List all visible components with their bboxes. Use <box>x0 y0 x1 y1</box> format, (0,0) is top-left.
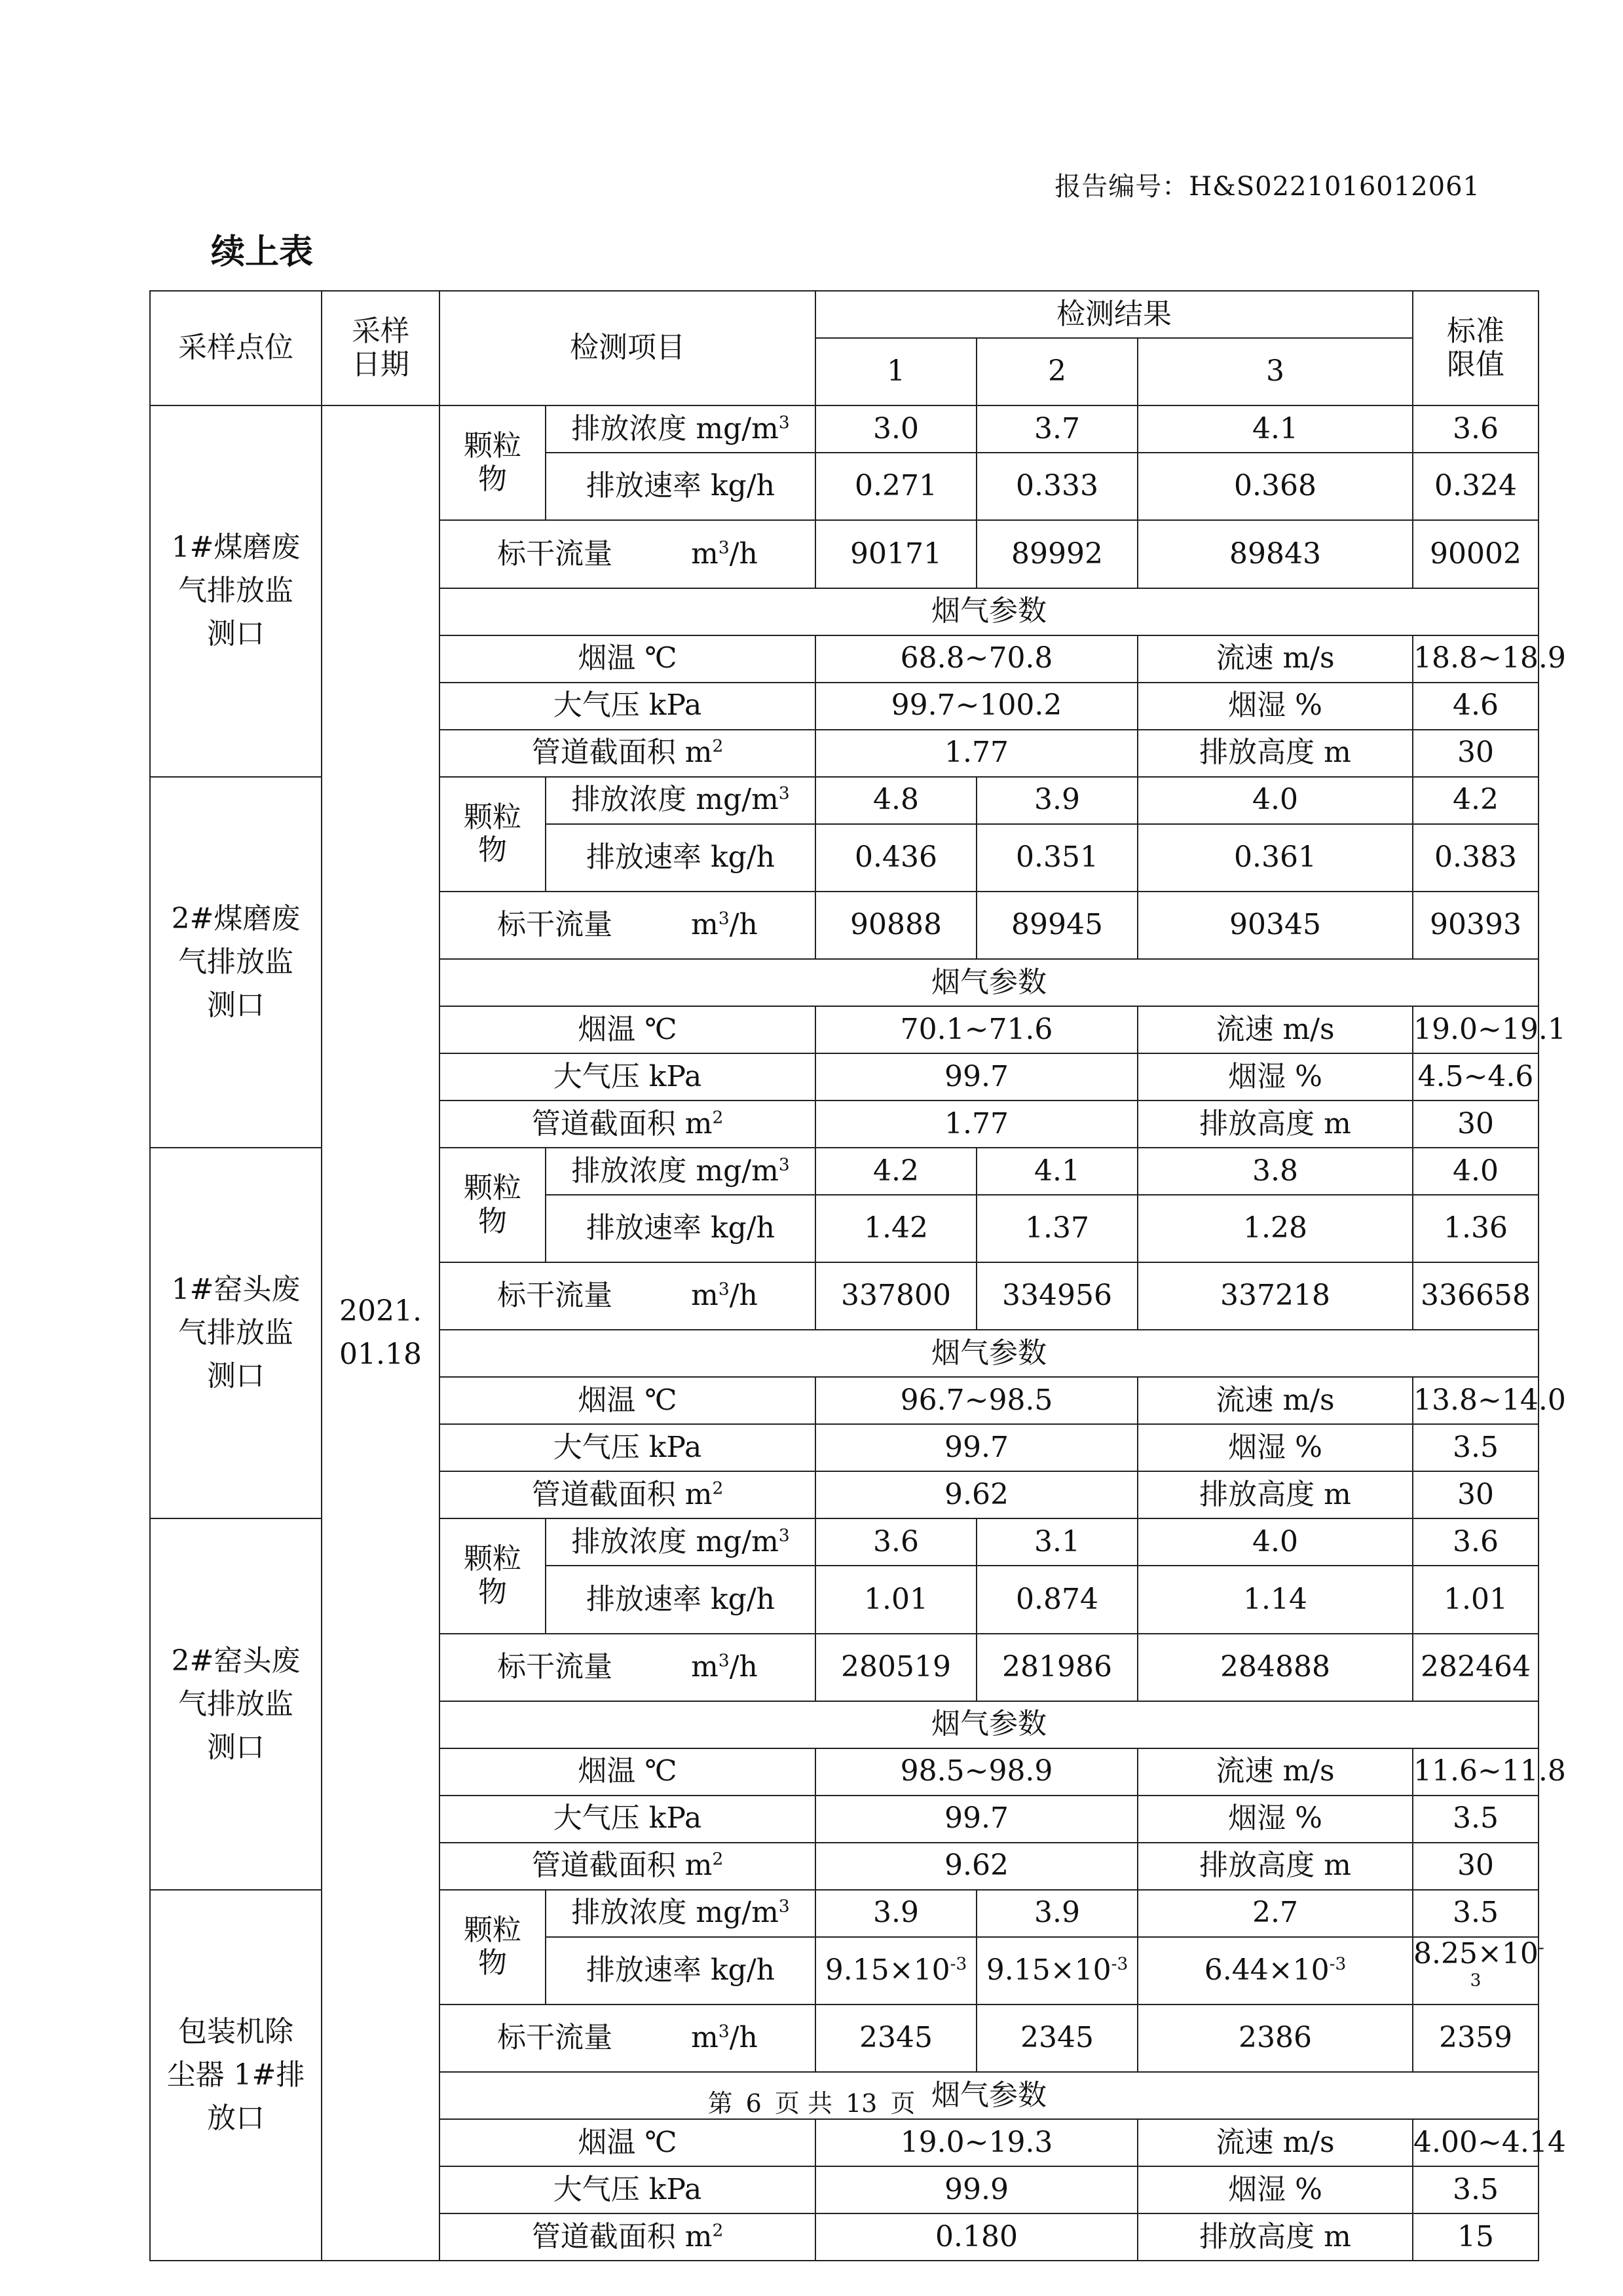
rate-value <box>977 1937 1138 2004</box>
temperature-label-text: 烟温 ℃ <box>578 641 677 675</box>
temperature-label <box>439 635 815 683</box>
concentration-label-text: 排放浓度 mg/m <box>571 411 779 445</box>
flow-unit: m <box>691 2021 718 2055</box>
flow-unit-suffix: /h <box>729 908 758 942</box>
concentration-value: 3.8 <box>1138 1148 1413 1195</box>
humidity-value: 3.5 <box>1413 1424 1539 1471</box>
height-value: 15 <box>1413 2213 1539 2261</box>
height-value: 30 <box>1413 730 1539 777</box>
concentration-value: 4.1 <box>1138 405 1413 453</box>
unit-superscript: 3 <box>778 1525 790 1546</box>
height-label: 排放高度 m <box>1138 1101 1413 1148</box>
pressure-label <box>439 1424 815 1471</box>
unit-superscript: 3 <box>718 908 730 929</box>
rate-value-text: 1.28 <box>1243 1211 1307 1245</box>
page-mid: 页 共 <box>774 2089 832 2118</box>
flow-unit: m <box>691 908 718 942</box>
unit-superscript: 3 <box>778 412 790 433</box>
rate-value <box>1413 824 1539 892</box>
area-label <box>439 2213 815 2261</box>
rate-value <box>977 453 1138 520</box>
temperature-value: 70.1~71.6 <box>815 1006 1138 1053</box>
rate-value <box>1138 1937 1413 2004</box>
area-value: 9.62 <box>815 1843 1138 1890</box>
sampling-date: 2021. 01.18 <box>322 405 439 2261</box>
concentration-value: 4.8 <box>815 777 977 824</box>
velocity-label: 流速 m/s <box>1138 1748 1413 1796</box>
flow-unit-suffix: /h <box>729 1279 758 1313</box>
concentration-value: 3.7 <box>977 405 1138 453</box>
unit-superscript: 3 <box>718 537 730 558</box>
area-value: 1.77 <box>815 730 1138 777</box>
humidity-value: 3.5 <box>1413 1796 1539 1843</box>
pressure-value: 99.7~100.2 <box>815 683 1138 730</box>
temperature-label-text: 烟温 ℃ <box>578 2125 677 2159</box>
rate-value-text: 1.14 <box>1243 1582 1307 1616</box>
flow-unit: m <box>691 1649 718 1684</box>
rate-value-text: 1.01 <box>864 1582 928 1616</box>
particulate-label: 颗粒 物 <box>439 1148 546 1262</box>
sampling-point: 1#煤磨废 气排放监 测口 <box>150 405 322 776</box>
area-value: 0.180 <box>815 2213 1138 2261</box>
unit-superscript: 2 <box>712 2220 724 2241</box>
rate-value-text: 6.44×10 <box>1204 1953 1330 1987</box>
concentration-label-text: 排放浓度 mg/m <box>571 1154 779 1188</box>
unit-superscript: 3 <box>778 1154 790 1175</box>
flow-value: 90002 <box>1413 520 1539 588</box>
flow-value: 280519 <box>815 1634 977 1701</box>
velocity-label: 流速 m/s <box>1138 1006 1413 1053</box>
rate-value <box>977 824 1138 892</box>
humidity-label: 烟湿 % <box>1138 2166 1413 2213</box>
particulate-label: 颗粒 物 <box>439 1890 546 2004</box>
concentration-value: 2.7 <box>1138 1890 1413 1937</box>
area-value: 1.77 <box>815 1101 1138 1148</box>
pressure-label <box>439 1796 815 1843</box>
concentration-value: 4.0 <box>1138 1518 1413 1566</box>
flow-value: 337218 <box>1138 1262 1413 1330</box>
flue-params-heading: 烟气参数 <box>439 2072 1539 2119</box>
area-value: 9.62 <box>815 1471 1138 1518</box>
flow-value: 89945 <box>977 892 1138 959</box>
header-result-3: 3 <box>1138 338 1413 405</box>
rate-value <box>977 1195 1138 1262</box>
humidity-label: 烟湿 % <box>1138 1053 1413 1101</box>
humidity-label: 烟湿 % <box>1138 1796 1413 1843</box>
concentration-value: 3.1 <box>977 1518 1138 1566</box>
temperature-label <box>439 1006 815 1053</box>
flow-value: 90393 <box>1413 892 1539 959</box>
temperature-label <box>439 1377 815 1424</box>
sampling-point: 包装机除 尘器 1#排 放口 <box>150 1890 322 2261</box>
pressure-label <box>439 1053 815 1101</box>
pressure-value: 99.9 <box>815 2166 1138 2213</box>
rate-value <box>1138 1195 1413 1262</box>
humidity-value: 3.5 <box>1413 2166 1539 2213</box>
unit-superscript: 2 <box>712 1478 724 1499</box>
flow-value: 2359 <box>1413 2004 1539 2072</box>
table-body <box>150 291 1566 2261</box>
flow-value: 90345 <box>1138 892 1413 959</box>
unit-superscript: 2 <box>712 1849 724 1870</box>
page-total: 13 <box>845 2089 878 2118</box>
rate-value-text: 0.351 <box>1016 840 1098 874</box>
humidity-label: 烟湿 % <box>1138 1424 1413 1471</box>
flow-label <box>439 1634 815 1701</box>
flow-unit-suffix: /h <box>729 536 758 571</box>
sampling-point: 2#煤磨废 气排放监 测口 <box>150 777 322 1148</box>
velocity-value: 4.00~4.14 <box>1413 2119 1539 2166</box>
temperature-label <box>439 1748 815 1796</box>
concentration-label <box>546 1518 815 1566</box>
pressure-label-text: 大气压 kPa <box>553 688 702 723</box>
rate-value-text: 0.333 <box>1016 469 1098 503</box>
flow-label-text: 标干流量 <box>497 1279 613 1313</box>
unit-superscript: 2 <box>712 1106 724 1127</box>
pressure-label <box>439 683 815 730</box>
humidity-label: 烟湿 % <box>1138 683 1413 730</box>
flue-params-heading: 烟气参数 <box>439 588 1539 635</box>
flue-params-heading: 烟气参数 <box>439 1701 1539 1748</box>
header-result-1: 1 <box>815 338 977 405</box>
header-result-2: 2 <box>977 338 1138 405</box>
flue-params-heading: 烟气参数 <box>439 1330 1539 1377</box>
area-label-text: 管道截面积 m <box>531 2219 713 2253</box>
rate-value <box>1138 453 1413 520</box>
flow-unit: m <box>691 1279 718 1313</box>
concentration-value: 4.1 <box>977 1148 1138 1195</box>
flow-value: 2345 <box>977 2004 1138 2072</box>
rate-value-text: 0.368 <box>1234 469 1316 503</box>
rate-label: 排放速率 kg/h <box>546 824 815 892</box>
concentration-label-text: 排放浓度 mg/m <box>571 783 779 817</box>
rate-value-text: 1.01 <box>1444 1582 1508 1616</box>
height-label: 排放高度 m <box>1138 1471 1413 1518</box>
pressure-value: 99.7 <box>815 1053 1138 1101</box>
page-prefix: 第 <box>707 2089 733 2118</box>
pressure-label-text: 大气压 kPa <box>553 1431 702 1465</box>
flow-value: 281986 <box>977 1634 1138 1701</box>
rate-exponent: -3 <box>950 1953 967 1974</box>
concentration-value: 3.9 <box>977 777 1138 824</box>
flow-label-text: 标干流量 <box>497 1649 613 1684</box>
area-label <box>439 1471 815 1518</box>
rate-label: 排放速率 kg/h <box>546 1566 815 1633</box>
pressure-label-text: 大气压 kPa <box>553 1059 702 1093</box>
rate-value <box>1413 1936 1544 2004</box>
flow-value: 90171 <box>815 520 977 588</box>
concentration-label <box>546 1890 815 1937</box>
flow-unit-suffix: /h <box>729 2021 758 2055</box>
height-value: 30 <box>1413 1471 1539 1518</box>
flow-value: 284888 <box>1138 1634 1413 1701</box>
concentration-value: 3.5 <box>1413 1890 1539 1937</box>
concentration-label <box>546 1148 815 1195</box>
height-label: 排放高度 m <box>1138 1843 1413 1890</box>
concentration-label-text: 排放浓度 mg/m <box>571 1896 779 1930</box>
velocity-label: 流速 m/s <box>1138 2119 1413 2166</box>
flow-value: 334956 <box>977 1262 1138 1330</box>
concentration-value: 3.6 <box>1413 405 1539 453</box>
flow-label <box>439 1262 815 1330</box>
page-number: 6 <box>745 2089 762 2118</box>
rate-value <box>1413 1195 1539 1262</box>
height-value: 30 <box>1413 1101 1539 1148</box>
concentration-label-text: 排放浓度 mg/m <box>571 1525 779 1559</box>
flow-label-text: 标干流量 <box>497 908 613 942</box>
flow-label <box>439 2004 815 2072</box>
rate-value-text: 1.36 <box>1444 1211 1508 1245</box>
area-label <box>439 1101 815 1148</box>
flow-value: 89992 <box>977 520 1138 588</box>
pressure-value: 99.7 <box>815 1424 1138 1471</box>
flow-unit-suffix: /h <box>729 1649 758 1684</box>
concentration-value: 3.6 <box>815 1518 977 1566</box>
rate-value <box>815 1937 977 2004</box>
concentration-value: 4.2 <box>1413 777 1539 824</box>
rate-value <box>1138 824 1413 892</box>
flow-value: 2345 <box>815 2004 977 2072</box>
velocity-value: 11.6~11.8 <box>1413 1748 1539 1796</box>
humidity-value: 4.6 <box>1413 683 1539 730</box>
concentration-value: 3.9 <box>815 1890 977 1937</box>
header-limit: 标准 限值 <box>1413 291 1539 405</box>
header-row <box>150 291 1539 338</box>
rate-value-text: 9.15×10 <box>825 1953 950 1987</box>
velocity-label: 流速 m/s <box>1138 1377 1413 1424</box>
rate-value-text: 9.15×10 <box>986 1953 1111 1987</box>
unit-superscript: 3 <box>778 1896 790 1917</box>
concentration-value: 3.6 <box>1413 1518 1539 1566</box>
rate-value-text: 0.361 <box>1234 840 1316 874</box>
header-results: 检测结果 <box>815 291 1413 338</box>
flow-value: 89843 <box>1138 520 1413 588</box>
unit-superscript: 2 <box>712 736 724 757</box>
area-label <box>439 1843 815 1890</box>
flow-value: 282464 <box>1413 1634 1539 1701</box>
sampling-point: 1#窑头废 气排放监 测口 <box>150 1148 322 1518</box>
velocity-label: 流速 m/s <box>1138 635 1413 683</box>
rate-value-text: 1.37 <box>1025 1211 1089 1245</box>
rate-value <box>815 453 977 520</box>
rate-exponent: -3 <box>1329 1953 1347 1974</box>
header-item: 检测项目 <box>439 291 815 405</box>
rate-value <box>815 1195 977 1262</box>
flow-unit: m <box>691 536 718 571</box>
temperature-label <box>439 2119 815 2166</box>
rate-value-text: 0.324 <box>1434 469 1517 503</box>
rate-value <box>977 1566 1138 1633</box>
rate-label: 排放速率 kg/h <box>546 453 815 520</box>
rate-label: 排放速率 kg/h <box>546 1195 815 1262</box>
page-suffix: 页 <box>890 2089 916 2118</box>
area-label-text: 管道截面积 m <box>531 1106 713 1140</box>
rate-value-text: 0.271 <box>855 469 937 503</box>
pressure-value: 99.7 <box>815 1796 1138 1843</box>
humidity-value: 4.5~4.6 <box>1413 1053 1539 1101</box>
unit-superscript: 3 <box>718 2021 730 2042</box>
report-number: 报告编号：H&S0221016012061 <box>1054 172 1480 202</box>
rate-value-text: 8.25×10 <box>1413 1936 1539 1970</box>
header-point: 采样点位 <box>150 291 322 405</box>
concentration-label <box>546 405 815 453</box>
particulate-label: 颗粒 物 <box>439 405 546 520</box>
flow-value: 337800 <box>815 1262 977 1330</box>
flow-value: 336658 <box>1413 1262 1539 1330</box>
velocity-value: 13.8~14.0 <box>1413 1377 1539 1424</box>
table-row <box>150 405 1539 453</box>
temperature-value: 68.8~70.8 <box>815 635 1138 683</box>
concentration-value: 3.0 <box>815 405 977 453</box>
concentration-label <box>546 777 815 824</box>
rate-value-text: 0.383 <box>1434 840 1517 874</box>
temperature-value: 96.7~98.5 <box>815 1377 1138 1424</box>
concentration-value: 3.9 <box>977 1890 1138 1937</box>
concentration-value: 4.0 <box>1413 1148 1539 1195</box>
flow-label <box>439 520 815 588</box>
flow-label-text: 标干流量 <box>497 536 613 571</box>
unit-superscript: 3 <box>718 1650 730 1671</box>
flow-value: 2386 <box>1138 2004 1413 2072</box>
concentration-value: 4.2 <box>815 1148 977 1195</box>
sampling-point: 2#窑头废 气排放监 测口 <box>150 1518 322 1889</box>
velocity-value: 18.8~18.9 <box>1413 635 1539 683</box>
pressure-label-text: 大气压 kPa <box>553 1801 702 1835</box>
pressure-label-text: 大气压 kPa <box>553 2172 702 2206</box>
page-footer <box>0 2083 1623 2119</box>
rate-value-text: 0.874 <box>1016 1582 1098 1616</box>
height-label: 排放高度 m <box>1138 730 1413 777</box>
height-label: 排放高度 m <box>1138 2213 1413 2261</box>
temperature-value: 98.5~98.9 <box>815 1748 1138 1796</box>
rate-value <box>815 1566 977 1633</box>
monitoring-table <box>149 290 1566 2261</box>
rate-value-text: 0.436 <box>855 840 937 874</box>
rate-value <box>1413 453 1539 520</box>
area-label <box>439 730 815 777</box>
area-label-text: 管道截面积 m <box>531 736 713 770</box>
section-title: 续上表 <box>211 233 314 272</box>
pressure-label <box>439 2166 815 2213</box>
particulate-label: 颗粒 物 <box>439 1518 546 1633</box>
rate-value <box>1413 1566 1539 1633</box>
header-date: 采样 日期 <box>322 291 439 405</box>
flow-value: 90888 <box>815 892 977 959</box>
flue-params-heading: 烟气参数 <box>439 959 1539 1006</box>
rate-value <box>1138 1566 1413 1633</box>
area-label-text: 管道截面积 m <box>531 1478 713 1512</box>
rate-exponent: -3 <box>1111 1953 1129 1974</box>
velocity-value: 19.0~19.1 <box>1413 1006 1539 1053</box>
temperature-value: 19.0~19.3 <box>815 2119 1138 2166</box>
rate-label: 排放速率 kg/h <box>546 1937 815 2004</box>
height-value: 30 <box>1413 1843 1539 1890</box>
temperature-label-text: 烟温 ℃ <box>578 1754 677 1788</box>
particulate-label: 颗粒 物 <box>439 777 546 892</box>
unit-superscript: 3 <box>778 783 790 804</box>
rate-value <box>815 824 977 892</box>
unit-superscript: 3 <box>718 1279 730 1300</box>
temperature-label-text: 烟温 ℃ <box>578 1383 677 1418</box>
concentration-value: 4.0 <box>1138 777 1413 824</box>
area-label-text: 管道截面积 m <box>531 1849 713 1883</box>
flow-label-text: 标干流量 <box>497 2021 613 2055</box>
rate-exponent: -3 <box>1470 1937 1544 1991</box>
rate-value-text: 1.42 <box>864 1211 928 1245</box>
flow-label <box>439 892 815 959</box>
temperature-label-text: 烟温 ℃ <box>578 1012 677 1046</box>
